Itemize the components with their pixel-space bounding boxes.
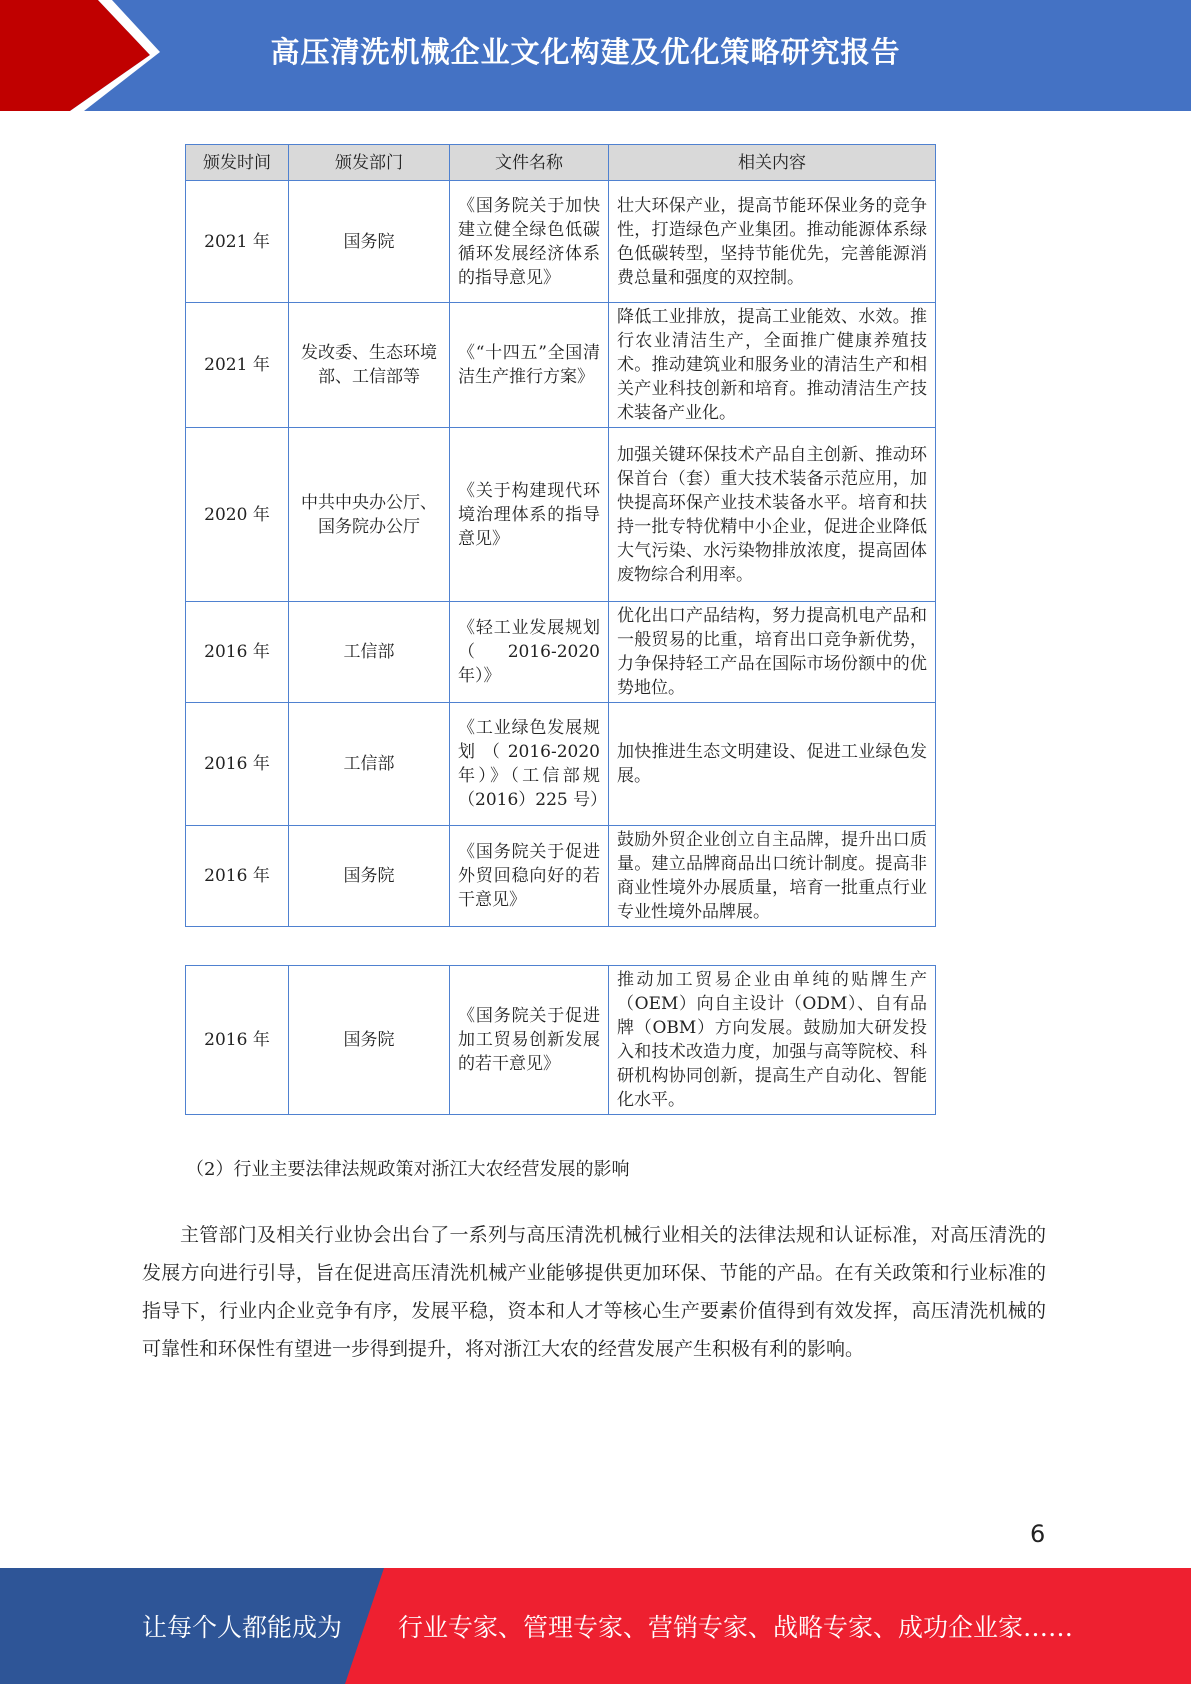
cell-doc: 《国务院关于加快建立健全绿色低碳循环发展经济体系的指导意见》 — [450, 181, 609, 303]
cell-year: 2016 年 — [186, 703, 289, 826]
footer-slogan-right: 行业专家、管理专家、营销专家、战略专家、成功企业家…… — [398, 1613, 1074, 1642]
cell-doc: 《轻工业发展规划（ 2016-2020 年）》 — [450, 602, 609, 703]
cell-doc: 《“十四五”全国清洁生产推行方案》 — [450, 303, 609, 428]
header-issue-date: 颁发时间 — [186, 145, 289, 181]
cell-content: 鼓励外贸企业创立自主品牌，提升出口质量。建立品牌商品出口统计制度。提高非商业性境外办展质量，培育一批重点行业专业性境外品牌展。 — [609, 826, 936, 927]
cell-dept: 工信部 — [289, 703, 450, 826]
header-related-content: 相关内容 — [609, 145, 936, 181]
cell-doc: 《国务院关于促进加工贸易创新发展的若干意见》 — [450, 966, 609, 1115]
footer-banner — [0, 1568, 1191, 1684]
page-number: 6 — [1030, 1520, 1046, 1548]
cell-dept: 国务院 — [289, 966, 450, 1115]
header-document-name: 文件名称 — [450, 145, 609, 181]
report-title — [0, 0, 1191, 100]
cell-dept: 发改委、生态环境部、工信部等 — [289, 303, 450, 428]
cell-content: 壮大环保产业，提高节能环保业务的竞争性，打造绿色产业集团。推动能源体系绿色低碳转型，坚持节能优先，完善能源消费总量和强度的双控制。 — [609, 181, 936, 303]
cell-year: 2020 年 — [186, 428, 289, 602]
header-banner — [0, 0, 1191, 111]
table-row — [186, 966, 936, 1115]
cell-content: 优化出口产品结构，努力提高机电产品和一般贸易的比重，培育出口竞争新优势，力争保持轻工产品在国际市场份额中的优势地位。 — [609, 602, 936, 703]
cell-year: 2016 年 — [186, 826, 289, 927]
cell-dept: 中共中央办公厅、国务院办公厅 — [289, 428, 450, 602]
section-subheading: （2）行业主要法律法规政策对浙江大农经营发展的影响 — [186, 1159, 630, 1180]
cell-year: 2016 年 — [186, 602, 289, 703]
footer-slogan-left: 让每个人都能成为 — [142, 1613, 343, 1642]
table-header-row — [186, 145, 936, 181]
cell-dept: 国务院 — [289, 826, 450, 927]
table-row — [186, 826, 936, 927]
body-paragraph: 主管部门及相关行业协会出台了一系列与高压清洗机械行业相关的法律法规和认证标准，对高压清洗的发展方向进行引导，旨在促进高压清洗机械产业能够提供更加环保、节能的产品。在有关政策和行业标准的指导下，行业内企业竞争有序，发展平稳，资本和人才等核心生产要素价值得到有效发挥，高压清洗机械的可靠性和环保性有望进一步得到提升，将对浙江大农的经营发展产生积极有利的影响。 — [142, 1224, 1046, 1360]
cell-doc: 《关于构建现代环境治理体系的指导意见》 — [450, 428, 609, 602]
cell-content: 加快推进生态文明建设、促进工业绿色发展。 — [609, 703, 936, 826]
cell-year: 2021 年 — [186, 181, 289, 303]
table-row — [186, 181, 936, 303]
cell-doc: 《国务院关于促进外贸回稳向好的若干意见》 — [450, 826, 609, 927]
table-row — [186, 303, 936, 428]
cell-content: 推动加工贸易企业由单纯的贴牌生产（OEM）向自主设计（ODM）、自有品牌（OBM）方向发展。鼓励加大研发投入和技术改造力度，加强与高等院校、科研机构协同创新，提高生产自动化、智能化水平。 — [609, 966, 936, 1115]
cell-content: 加强关键环保技术产品自主创新、推动环保首台（套）重大技术装备示范应用，加快提高环保产业技术装备水平。培育和扶持一批专特优精中小企业，促进企业降低大气污染、水污染物排放浓度，提高固体废物综合利用率。 — [609, 428, 936, 602]
table-row — [186, 703, 936, 826]
policy-table — [185, 144, 936, 927]
cell-dept: 国务院 — [289, 181, 450, 303]
cell-doc: 《工业绿色发展规划（2016-2020 年）》（工信部规（2016）225 号） — [450, 703, 609, 826]
cell-dept: 工信部 — [289, 602, 450, 703]
cell-year: 2016 年 — [186, 966, 289, 1115]
policy-table-continued — [185, 965, 936, 1115]
cell-content: 降低工业排放，提高工业能效、水效。推行农业清洁生产，全面推广健康养殖技术。推动建筑业和服务业的清洁生产和相关产业科技创新和培育。推动清洁生产技术装备产业化。 — [609, 303, 936, 428]
table-row — [186, 428, 936, 602]
header-issuing-dept: 颁发部门 — [289, 145, 450, 181]
table-row — [186, 602, 936, 703]
cell-year: 2021 年 — [186, 303, 289, 428]
report-title-text: 高压清洗机械企业文化构建及优化策略研究报告 — [270, 34, 901, 69]
